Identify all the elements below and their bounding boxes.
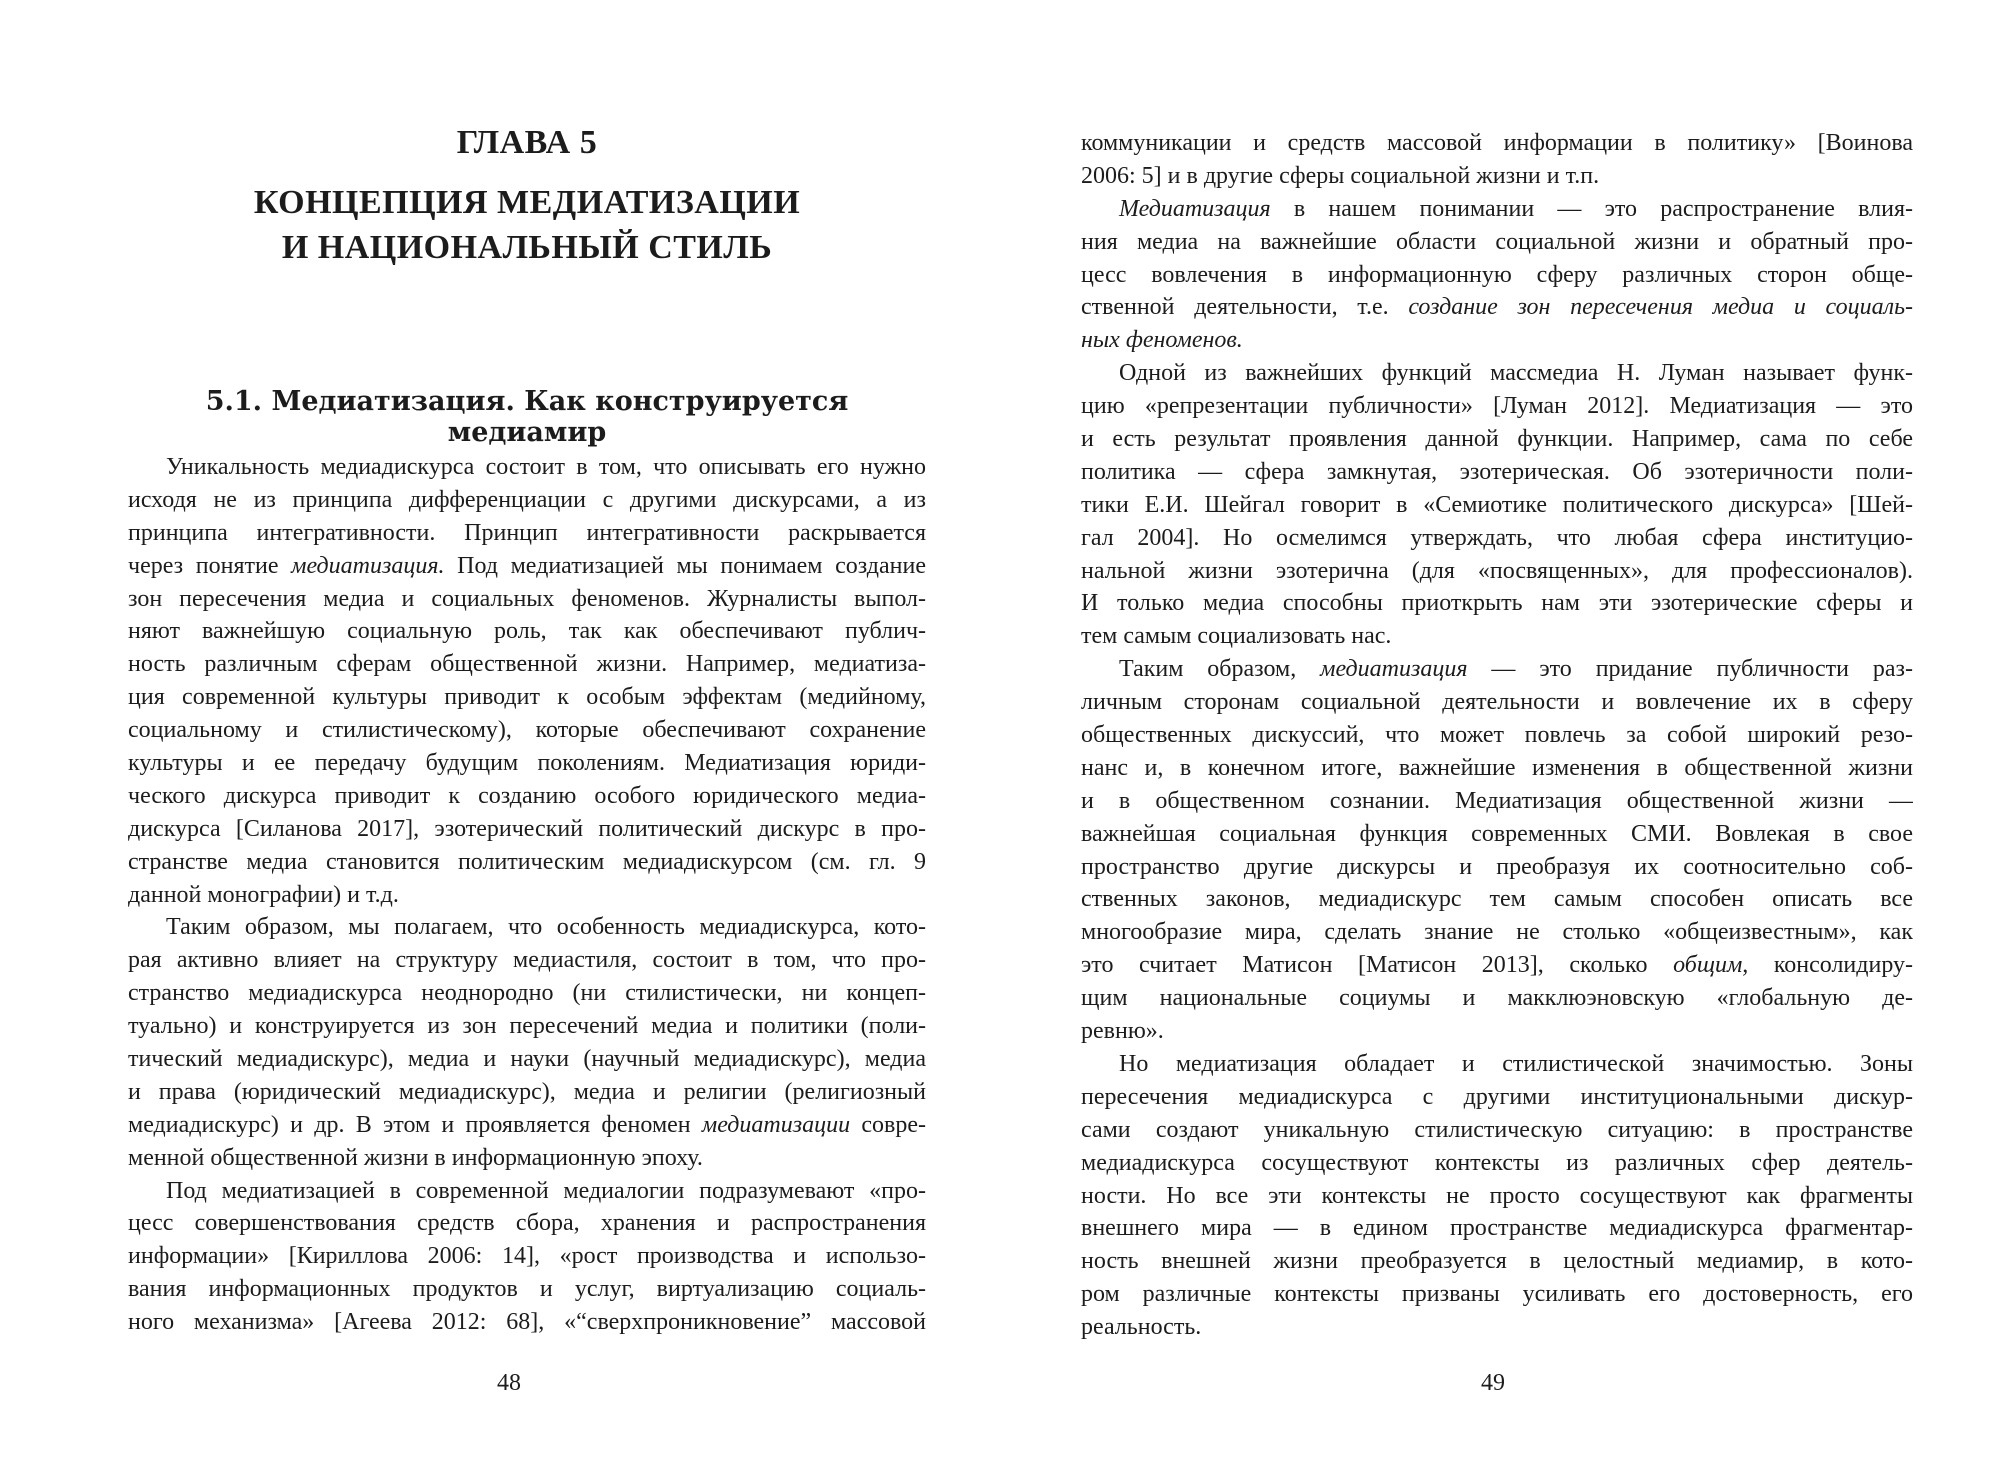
text-line: цесс вовлечения в информационную сферу различных сторон обще- [1081, 261, 1913, 288]
text-line: туально) и конструируется из зон пересечений медиа и политики (поли- [128, 1013, 926, 1040]
chapter-label: ГЛАВА 5 [456, 124, 598, 161]
right-page [1081, 0, 1913, 1480]
text-line [1081, 193, 1913, 226]
text-line: ность различным сферам общественной жизни. Например, медиатиза- [128, 651, 926, 678]
text-line: Но медиатизация обладает и стилистической значимостью. Зоны [1119, 1050, 1913, 1077]
text-line: внешнего мира — в едином пространстве медиадискурса фрагментар- [1081, 1215, 1913, 1242]
italic-term: общим, [1673, 952, 1749, 979]
text-line [1081, 324, 1913, 357]
left-page [128, 0, 926, 1480]
text-line [1081, 949, 1913, 982]
text-segment: Таким образом, [1119, 656, 1321, 683]
text-line: ческого дискурса приводит к созданию особого юридического медиа- [128, 782, 926, 809]
text-line: исходя не из принципа дифференциации с другими дискурсами, а из [128, 486, 926, 513]
text-line: ность внешней жизни преобразуется в целостный медиамир, в кото- [1081, 1248, 1913, 1275]
page-number-left: 48 [497, 1370, 521, 1396]
text-line: ного механизма» [Агеева 2012: 68], «“сверхпроникновение” массовой [128, 1309, 926, 1336]
text-line: коммуникации и средств массовой информации в политику» [Воинова [1081, 130, 1913, 156]
text-line: 2006: 5] и в другие сферы социальной жизни и т.п. [1081, 162, 1600, 189]
text-line: странство медиадискурса неоднородно (ни стилистически, ни концеп- [128, 980, 926, 1007]
section-title: 5.1. Медиатизация. Как конструируется медиамир [205, 386, 849, 448]
text-line: цесс совершенствования средств сбора, хранения и распространения [128, 1210, 926, 1237]
chapter-title-line-1: КОНЦЕПЦИЯ МЕДИАТИЗАЦИИ [253, 184, 801, 221]
text-line: няют важнейшую социальную роль, так как обеспечивают публич- [128, 618, 926, 645]
text-line: данной монографии) и т.д. [128, 881, 399, 908]
text-line: Под медиатизацией в современной медиалогии подразумевают «про- [166, 1177, 926, 1204]
text-line: и в общественном сознании. Медиатизация общественной жизни — [1081, 787, 1913, 814]
text-line: и права (юридический медиадискурс), медиа и религии (религиозный [128, 1078, 926, 1105]
text-line: Одной из важнейших функций массмедиа Н. Луман называет функ- [1119, 360, 1913, 387]
chapter-title-line-2: И НАЦИОНАЛЬНЫЙ СТИЛЬ [281, 229, 773, 266]
text-line: информации» [Кириллова 2006: 14], «рост производства и использо- [128, 1243, 926, 1270]
text-line: личным сторонам социальной деятельности и вовлечение их в сферу [1081, 689, 1913, 716]
text-line: странстве медиа становится политическим медиадискурсом (см. гл. 9 [128, 848, 926, 875]
text-line: дискурса [Силанова 2017], эзотерический политический дискурс в про- [128, 815, 926, 842]
text-segment: ственной деятельности, т.е. [1081, 294, 1409, 321]
text-segment: совре- [850, 1111, 926, 1138]
italic-term: медиатизации [701, 1111, 851, 1138]
text-line: ния медиа на важнейшие области социальной жизни и обратный про- [1081, 228, 1913, 255]
text-line: ром различные контексты призваны усиливать его достоверность, его [1081, 1281, 1913, 1308]
text-line: нанс и, в конечном итоге, важнейшие изменения в общественной жизни [1081, 754, 1913, 781]
text-line: вания информационных продуктов и услуг, виртуализацию социаль- [128, 1276, 926, 1303]
text-line: тический медиадискурс), медиа и науки (научный медиадискурс), медиа [128, 1046, 926, 1073]
italic-term: создание зон пересечения медиа и социаль- [1408, 294, 1913, 321]
right-page-body [1081, 127, 1913, 1344]
text-line: ция современной культуры приводит к особым эффектам (медийному, [128, 684, 926, 711]
text-line: гал 2004]. Но осмелимся утверждать, что любая сфера институцио- [1081, 524, 1913, 551]
text-line: и есть результат проявления данной функции. Например, сама по себе [1081, 426, 1913, 453]
text-line: пространство другие дискурсы и преобразуя их соотносительно соб- [1081, 853, 1913, 880]
text-line: общественных дискуссий, что может повлечь за собой широкий резо- [1081, 722, 1913, 749]
text-line: И только медиа способны приоткрыть нам эти эзотерические сферы и [1081, 590, 1913, 617]
text-line: медиадискурса сосуществуют контексты из различных сфер деятель- [1081, 1149, 1913, 1176]
text-line: сами создают уникальную стилистическую ситуацию: в пространстве [1081, 1116, 1913, 1143]
text-line: политика — сфера замкнутая, эзотерическая. Об эзотеричности поли- [1081, 458, 1913, 485]
text-line: Уникальность медиадискурса состоит в том, что описывать его нужно [166, 454, 926, 480]
text-line: ревню». [1081, 1018, 1164, 1045]
text-line: щим национальные социумы и макклюэновскую «глобальную де- [1081, 985, 1913, 1012]
text-line: ности. Но все эти контексты не просто сосуществуют как фрагменты [1081, 1182, 1913, 1209]
text-line: принципа интегративности. Принцип интегративности раскрывается [128, 519, 926, 546]
text-line: Таким образом, мы полагаем, что особенность медиадискурса, кото- [166, 914, 926, 941]
text-segment: — это придание публичности раз- [1467, 656, 1913, 683]
text-line [128, 1109, 926, 1142]
text-line: важнейшая социальная функция современных СМИ. Вовлекая в свое [1081, 820, 1913, 847]
text-line [128, 550, 926, 583]
italic-term: медиатизация [1320, 656, 1468, 683]
text-segment: в нашем понимании — это распространение влия- [1270, 195, 1913, 222]
text-line: многообразие мира, сделать знание не столько «общеизвестным», как [1081, 919, 1913, 946]
text-line: зон пересечения медиа и социальных феноменов. Журналисты выпол- [128, 585, 926, 612]
left-page-body [128, 451, 926, 1339]
text-line: цию «репрезентации публичности» [Луман 2012]. Медиатизация — это [1081, 393, 1913, 420]
italic-term: медиатизация. [291, 552, 445, 579]
italic-term: ных феноменов. [1081, 327, 1243, 354]
text-line: тики Е.И. Шейгал говорит в «Семиотике политического дискурса» [Шей- [1081, 491, 1913, 518]
italic-term: Медиатизация [1119, 195, 1271, 222]
text-line: культуры и ее передачу будущим поколениям. Медиатизация юриди- [128, 750, 926, 777]
text-line: ственных законов, медиадискурс тем самым способен описать все [1081, 886, 1913, 913]
page-number-right: 49 [1481, 1370, 1505, 1396]
text-line [1081, 291, 1913, 324]
text-line [1081, 653, 1913, 686]
text-segment: Под медиатизацией мы понимаем создание [444, 552, 926, 579]
text-line: социальному и стилистическому), которые обеспечивают сохранение [128, 717, 926, 744]
text-segment: это считает Матисон [Матисон 2013], сколько [1081, 952, 1674, 979]
text-line: нальной жизни эзотерична (для «посвященных», для профессионалов). [1081, 557, 1913, 584]
text-line: менной общественной жизни в информационную эпоху. [128, 1144, 703, 1171]
text-line: рая активно влияет на структуру медиастиля, состоит в том, что про- [128, 947, 926, 974]
text-segment: консолидиру- [1748, 952, 1913, 979]
text-line: реальность. [1081, 1314, 1202, 1341]
text-segment: медиадискурс) и др. В этом и проявляется феномен [128, 1111, 702, 1138]
text-segment: через понятие [128, 552, 292, 579]
text-line: тем самым социализовать нас. [1081, 623, 1392, 650]
text-line: пересечения медиадискурса с другими институциональными дискур- [1081, 1083, 1913, 1110]
